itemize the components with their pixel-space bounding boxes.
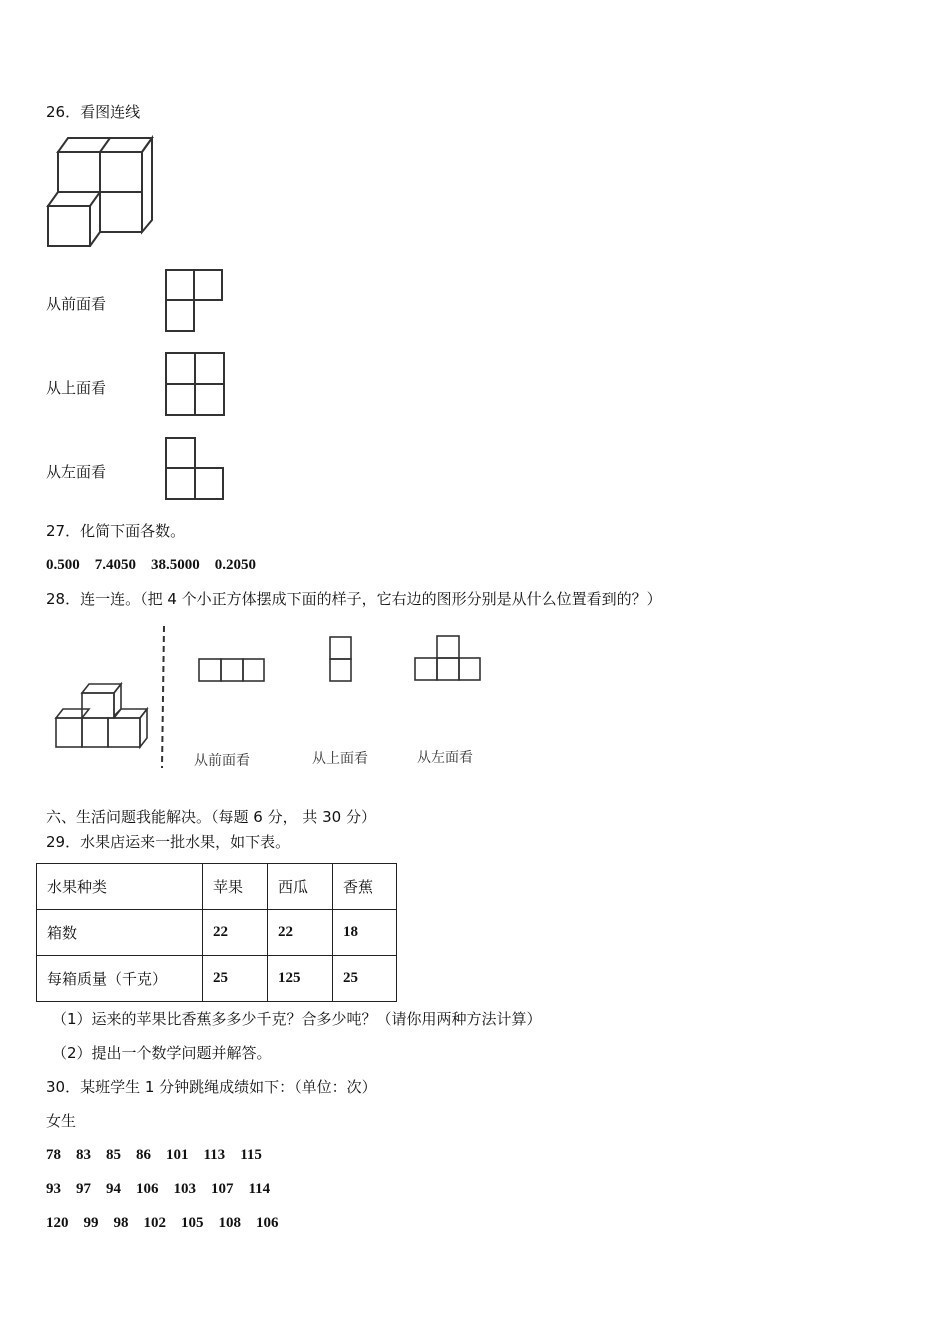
q26-view-front-label: 从前面看	[46, 295, 107, 313]
score-value: 106	[136, 1181, 159, 1197]
q28-shape-three-row	[197, 657, 267, 683]
score-value: 98	[113, 1215, 129, 1231]
table-header-row	[37, 864, 397, 910]
q27-numbers	[46, 556, 271, 574]
table-header-cell: 水果种类	[37, 864, 203, 910]
q27-number: 38.5000	[151, 557, 200, 573]
table-cell: 22	[268, 910, 333, 956]
score-value: 78	[46, 1147, 61, 1163]
score-value: 83	[76, 1147, 91, 1163]
table-cell: 25	[333, 956, 397, 1002]
q28-shape-two-column	[328, 635, 354, 683]
score-value: 113	[203, 1147, 226, 1163]
q27-number: 0.500	[46, 557, 80, 573]
score-value: 101	[166, 1147, 189, 1163]
section6-title: 六、生活问题我能解决。（每题 6 分， 共 30 分）	[46, 808, 376, 826]
table-row	[37, 910, 397, 956]
q30-score-row	[46, 1146, 277, 1164]
score-value: 93	[46, 1181, 61, 1197]
q28-divider-dashed	[160, 626, 168, 768]
table-cell: 18	[333, 910, 397, 956]
q26-title: 26．看图连线	[46, 103, 141, 121]
q29-sub-question-2: （2）提出一个数学问题并解答。	[52, 1044, 272, 1062]
score-value: 97	[76, 1181, 91, 1197]
score-value: 94	[106, 1181, 121, 1197]
table-header-cell: 香蕉	[333, 864, 397, 910]
q30-title: 30．某班学生 1 分钟跳绳成绩如下：（单位：次）	[46, 1078, 377, 1096]
q28-title: 28．连一连。（把 4 个小正方体摆成下面的样子，它右边的图形分别是从什么位置看到的？）	[46, 590, 662, 608]
score-value: 107	[211, 1181, 234, 1197]
table-cell: 每箱质量（千克）	[37, 956, 203, 1002]
q28-caption-left: 从左面看	[417, 750, 473, 766]
q28-caption-front: 从前面看	[194, 753, 250, 769]
table-cell: 箱数	[37, 910, 203, 956]
score-value: 99	[83, 1215, 99, 1231]
q28-stack-figure	[52, 680, 152, 752]
score-value: 103	[173, 1181, 196, 1197]
q30-label-girls: 女生	[46, 1112, 77, 1130]
q26-view-front-shape	[164, 268, 224, 334]
q28-caption-top: 从上面看	[312, 751, 368, 767]
table-cell: 22	[203, 910, 268, 956]
score-value: 86	[136, 1147, 151, 1163]
q26-view-top-label: 从上面看	[46, 379, 107, 397]
q26-view-left-shape	[164, 436, 226, 502]
q27-title: 27．化简下面各数。	[46, 522, 186, 540]
q29-title: 29．水果店运来一批水果，如下表。	[46, 833, 291, 851]
q28-shape-t-shape	[413, 634, 483, 682]
score-value: 108	[218, 1215, 241, 1231]
score-value: 102	[143, 1215, 166, 1231]
table-header-cell: 西瓜	[268, 864, 333, 910]
q26-view-top-shape	[164, 351, 228, 419]
q27-number: 0.2050	[214, 557, 256, 573]
table-cell: 25	[203, 956, 268, 1002]
table-row	[37, 956, 397, 1002]
q27-number: 7.4050	[94, 557, 136, 573]
table-cell: 125	[268, 956, 333, 1002]
table-header-cell: 苹果	[203, 864, 268, 910]
score-value: 114	[248, 1181, 271, 1197]
q30-score-row	[46, 1180, 285, 1198]
q30-score-row	[46, 1214, 294, 1232]
q29-fruit-table	[36, 863, 397, 1002]
q29-sub-question-1: （1）运来的苹果比香蕉多多少千克？合多少吨？（请你用两种方法计算）	[52, 1010, 542, 1028]
score-value: 120	[46, 1215, 69, 1231]
q26-cube-figure	[44, 134, 160, 252]
q26-view-left-label: 从左面看	[46, 463, 107, 481]
score-value: 105	[181, 1215, 204, 1231]
score-value: 85	[106, 1147, 121, 1163]
score-value: 115	[240, 1147, 262, 1163]
score-value: 106	[256, 1215, 279, 1231]
